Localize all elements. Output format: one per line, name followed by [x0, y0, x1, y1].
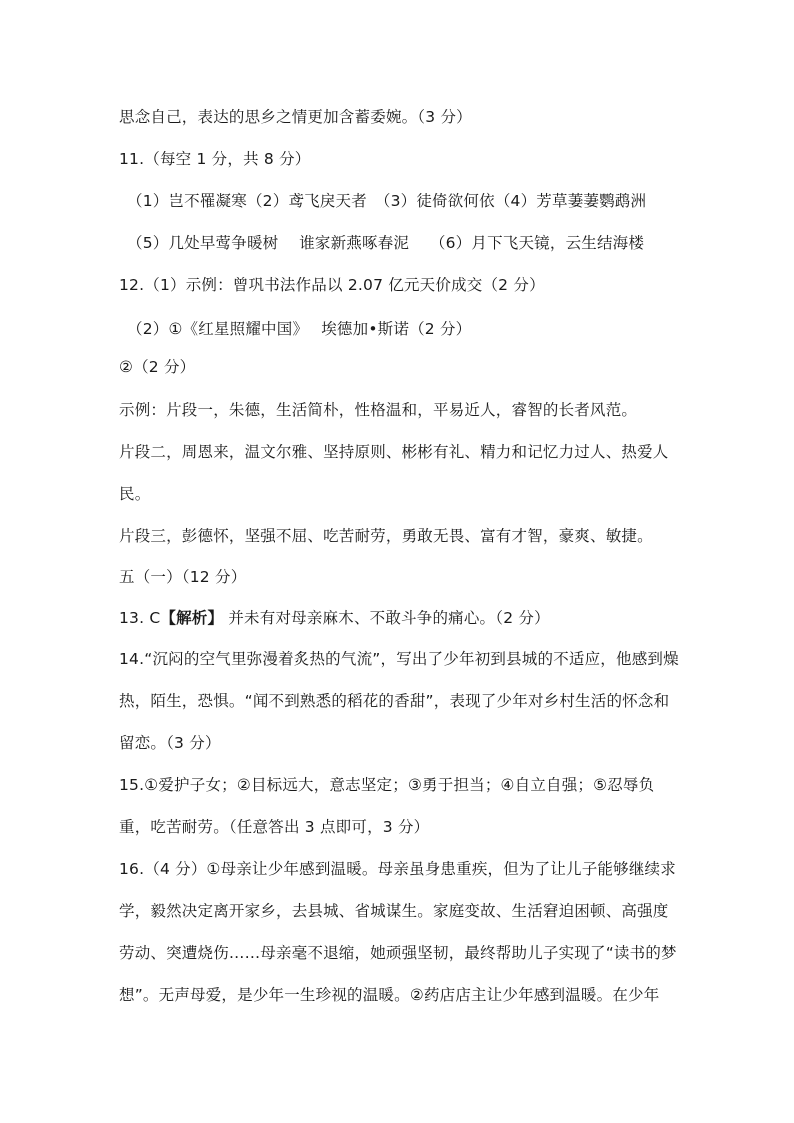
question-15-line-2: 重，吃苦耐劳。（任意答出 3 点即可，3 分）: [119, 818, 430, 836]
question-14-line-2: 热，陌生，恐惧。“闻不到熟悉的稻花的香甜”，表现了少年对乡村生活的怀念和: [119, 692, 670, 710]
question-16-line-3: 劳动、突遭烧伤……母亲毫不退缩，她顽强坚韧，最终帮助儿子实现了“读书的梦: [119, 944, 677, 962]
q13-analysis-label: 【解析】: [160, 609, 224, 627]
text-line-1: 思念自己，表达的思乡之情更加含蓄委婉。（3 分）: [119, 108, 472, 126]
answer-11-line-2: （5）几处早莺争暖树 谁家新燕啄春泥 （6）月下飞天镜，云生结海楼: [127, 234, 645, 252]
section-5-header: 五（一）（12 分）: [119, 568, 247, 586]
q13-analysis: 并未有对母亲麻木、不敢斗争的痛心。（2 分）: [223, 609, 550, 627]
question-14-line-1: 14.“沉闷的空气里弥漫着炙热的气流”，写出了少年初到县城的不适应，他感到燥: [119, 650, 679, 668]
question-12-part-2: （2）①《红星照耀中国》 埃德加•斯诺（2 分）: [127, 320, 472, 338]
question-16-line-2: 学，毅然决定离开家乡，去县城、省城谋生。家庭变故、生活窘迫困顿、高强度: [119, 902, 669, 920]
question-13: [119, 606, 550, 628]
question-16-line-1: 16.（4 分）①母亲让少年感到温暖。母亲虽身患重疾，但为了让儿子能够继续求: [119, 860, 676, 878]
example-segment-2: 片段二，周恩来，温文尔雅、坚持原则、彬彬有礼、精力和记忆力过人、热爱人: [119, 443, 669, 461]
example-segment-1: 示例：片段一，朱德，生活简朴，性格温和，平易近人，睿智的长者风范。: [119, 401, 638, 419]
question-12-part-1: 12.（1）示例：曾巩书法作品以 2.07 亿元天价成交（2 分）: [119, 276, 545, 294]
question-16-line-4: 想”。无声母爱，是少年一生珍视的温暖。②药店店主让少年感到温暖。在少年: [119, 986, 660, 1004]
question-11-header: 11.（每空 1 分，共 8 分）: [119, 150, 311, 168]
question-14-line-3: 留恋。（3 分）: [119, 734, 221, 752]
answer-11-line-1: （1）岂不罹凝寒（2）鸢飞戾天者 （3）徒倚欲何依（4）芳草萋萋鹦鹉洲: [127, 192, 647, 210]
q13-answer: 13. C: [119, 609, 161, 627]
example-segment-3: 片段三，彭德怀，坚强不屈、吃苦耐劳，勇敢无畏、富有才智，豪爽、敏捷。: [119, 527, 653, 545]
question-15-line-1: 15.①爱护子女；②目标远大，意志坚定；③勇于担当；④自立自强；⑤忍辱负: [119, 776, 655, 794]
example-segment-2-cont: 民。: [119, 485, 151, 503]
question-12-subpart: ②（2 分）: [119, 358, 196, 376]
